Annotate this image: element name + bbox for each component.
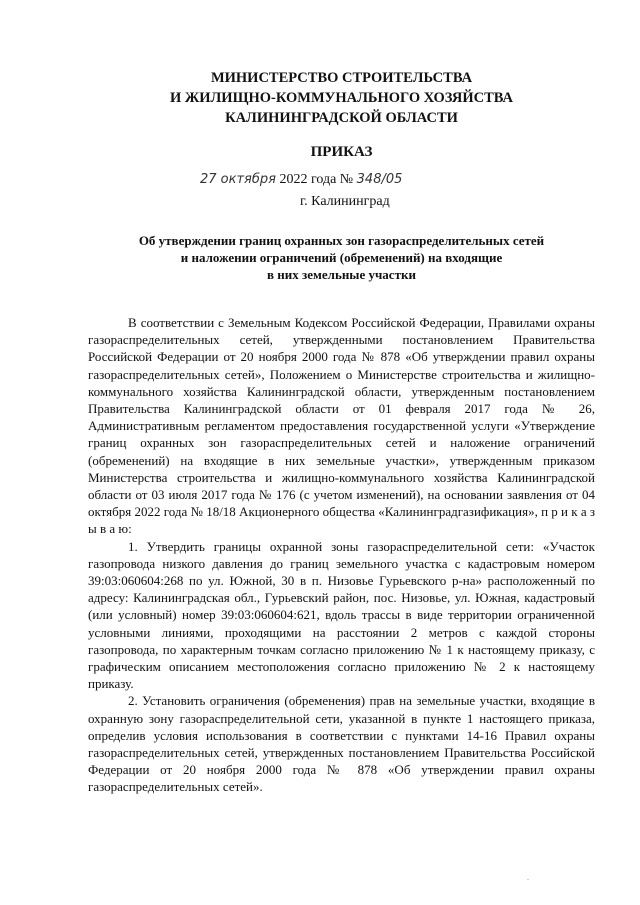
ministry-title [88,68,595,128]
city-label: г. Калининград [300,194,390,209]
printed-date-label: 2022 года № [279,172,354,187]
subject-line-3: в них земельные участки [267,267,416,282]
handwritten-date: 27 октября [200,172,276,187]
ministry-line-3: КАЛИНИНГРАДСКОЙ ОБЛАСТИ [225,110,458,126]
handwritten-number: 348/05 [356,172,403,187]
item-1-paragraph: 1. Утвердить границы охранной зоны газораспределительной сети: «Участок газопровода низкого давления до границ земельного участка с кадастровым номером 39:03:060604:268 по ул. Южной, 30 в п. Низовье Гурьевского р-на» расположенный по адресу: Калининградская обл., Гурьевский район, пос. Низовье, ул. Южная, кадастровый (или условный) номер 39:03:060604:621, вдоль трассы в виде территории ограниченной условными линиями, проходящими на расстоянии 2 метров с каждой стороны газопровода, по характерным точкам согласно приложению № 1 к настоящему приказу, с графическим описанием местоположения согласно приложению № 2 к настоящему приказу. [88,538,595,692]
scan-dot: . [527,873,529,882]
order-subject [88,232,595,283]
order-body [88,314,595,796]
subject-line-1: Об утверждении границ охранных зон газораспределительных сетей [138,233,545,248]
subject-line-2: и наложении ограничений (обременений) на входящие [180,250,503,265]
ministry-line-2: И ЖИЛИЩНО-КОММУНАЛЬНОГО ХОЗЯЙСТВА [169,90,514,106]
document-type: ПРИКАЗ [310,144,373,160]
date-line [200,172,402,188]
ministry-line-1: МИНИСТЕРСТВО СТРОИТЕЛЬСТВА [210,70,473,86]
item-2-paragraph: 2. Установить ограничения (обременения) прав на земельные участки, входящие в охранную зону газораспределительной сети, указанной в пункте 1 настоящего приказа, определив условия использования в соответствии с пунктами 14-16 Правил охраны газораспределительных сетей, утвержденных постановлением Правительства Российской Федерации от 20 ноября 2000 года № 878 «Об утверждении правил охраны газораспределительных сетей». [88,693,595,795]
preamble-paragraph: В соответствии с Земельным Кодексом Российской Федерации, Правилами охраны газораспределительных сетей, утвержденными постановлением Правительства Российской Федерации от 20 ноября 2000 года № 878 «Об утверждении правил охраны газораспределительных сетей», Положением о Министерстве строительства и жилищно-коммунального хозяйства Калининградской области, утвержденным постановлением Правительства Калининградской области от 01 февраля 2017 года № 26, Административным регламентом предоставления государственной услуги «Утверждение границ охранных зон газораспределительных сетей и наложение ограничений (обременений) на входящие в них земельные участки», утвержденным приказом Министерства строительства и жилищно-коммунального хозяйства Калининградской области от 03 июля 2017 года № 176 (с учетом изменений), на основании заявления от 04 октября 2022 года № 18/18 Акционерного общества «Калининградгазификация», п р и к а з ы в а ю: [88,315,595,537]
